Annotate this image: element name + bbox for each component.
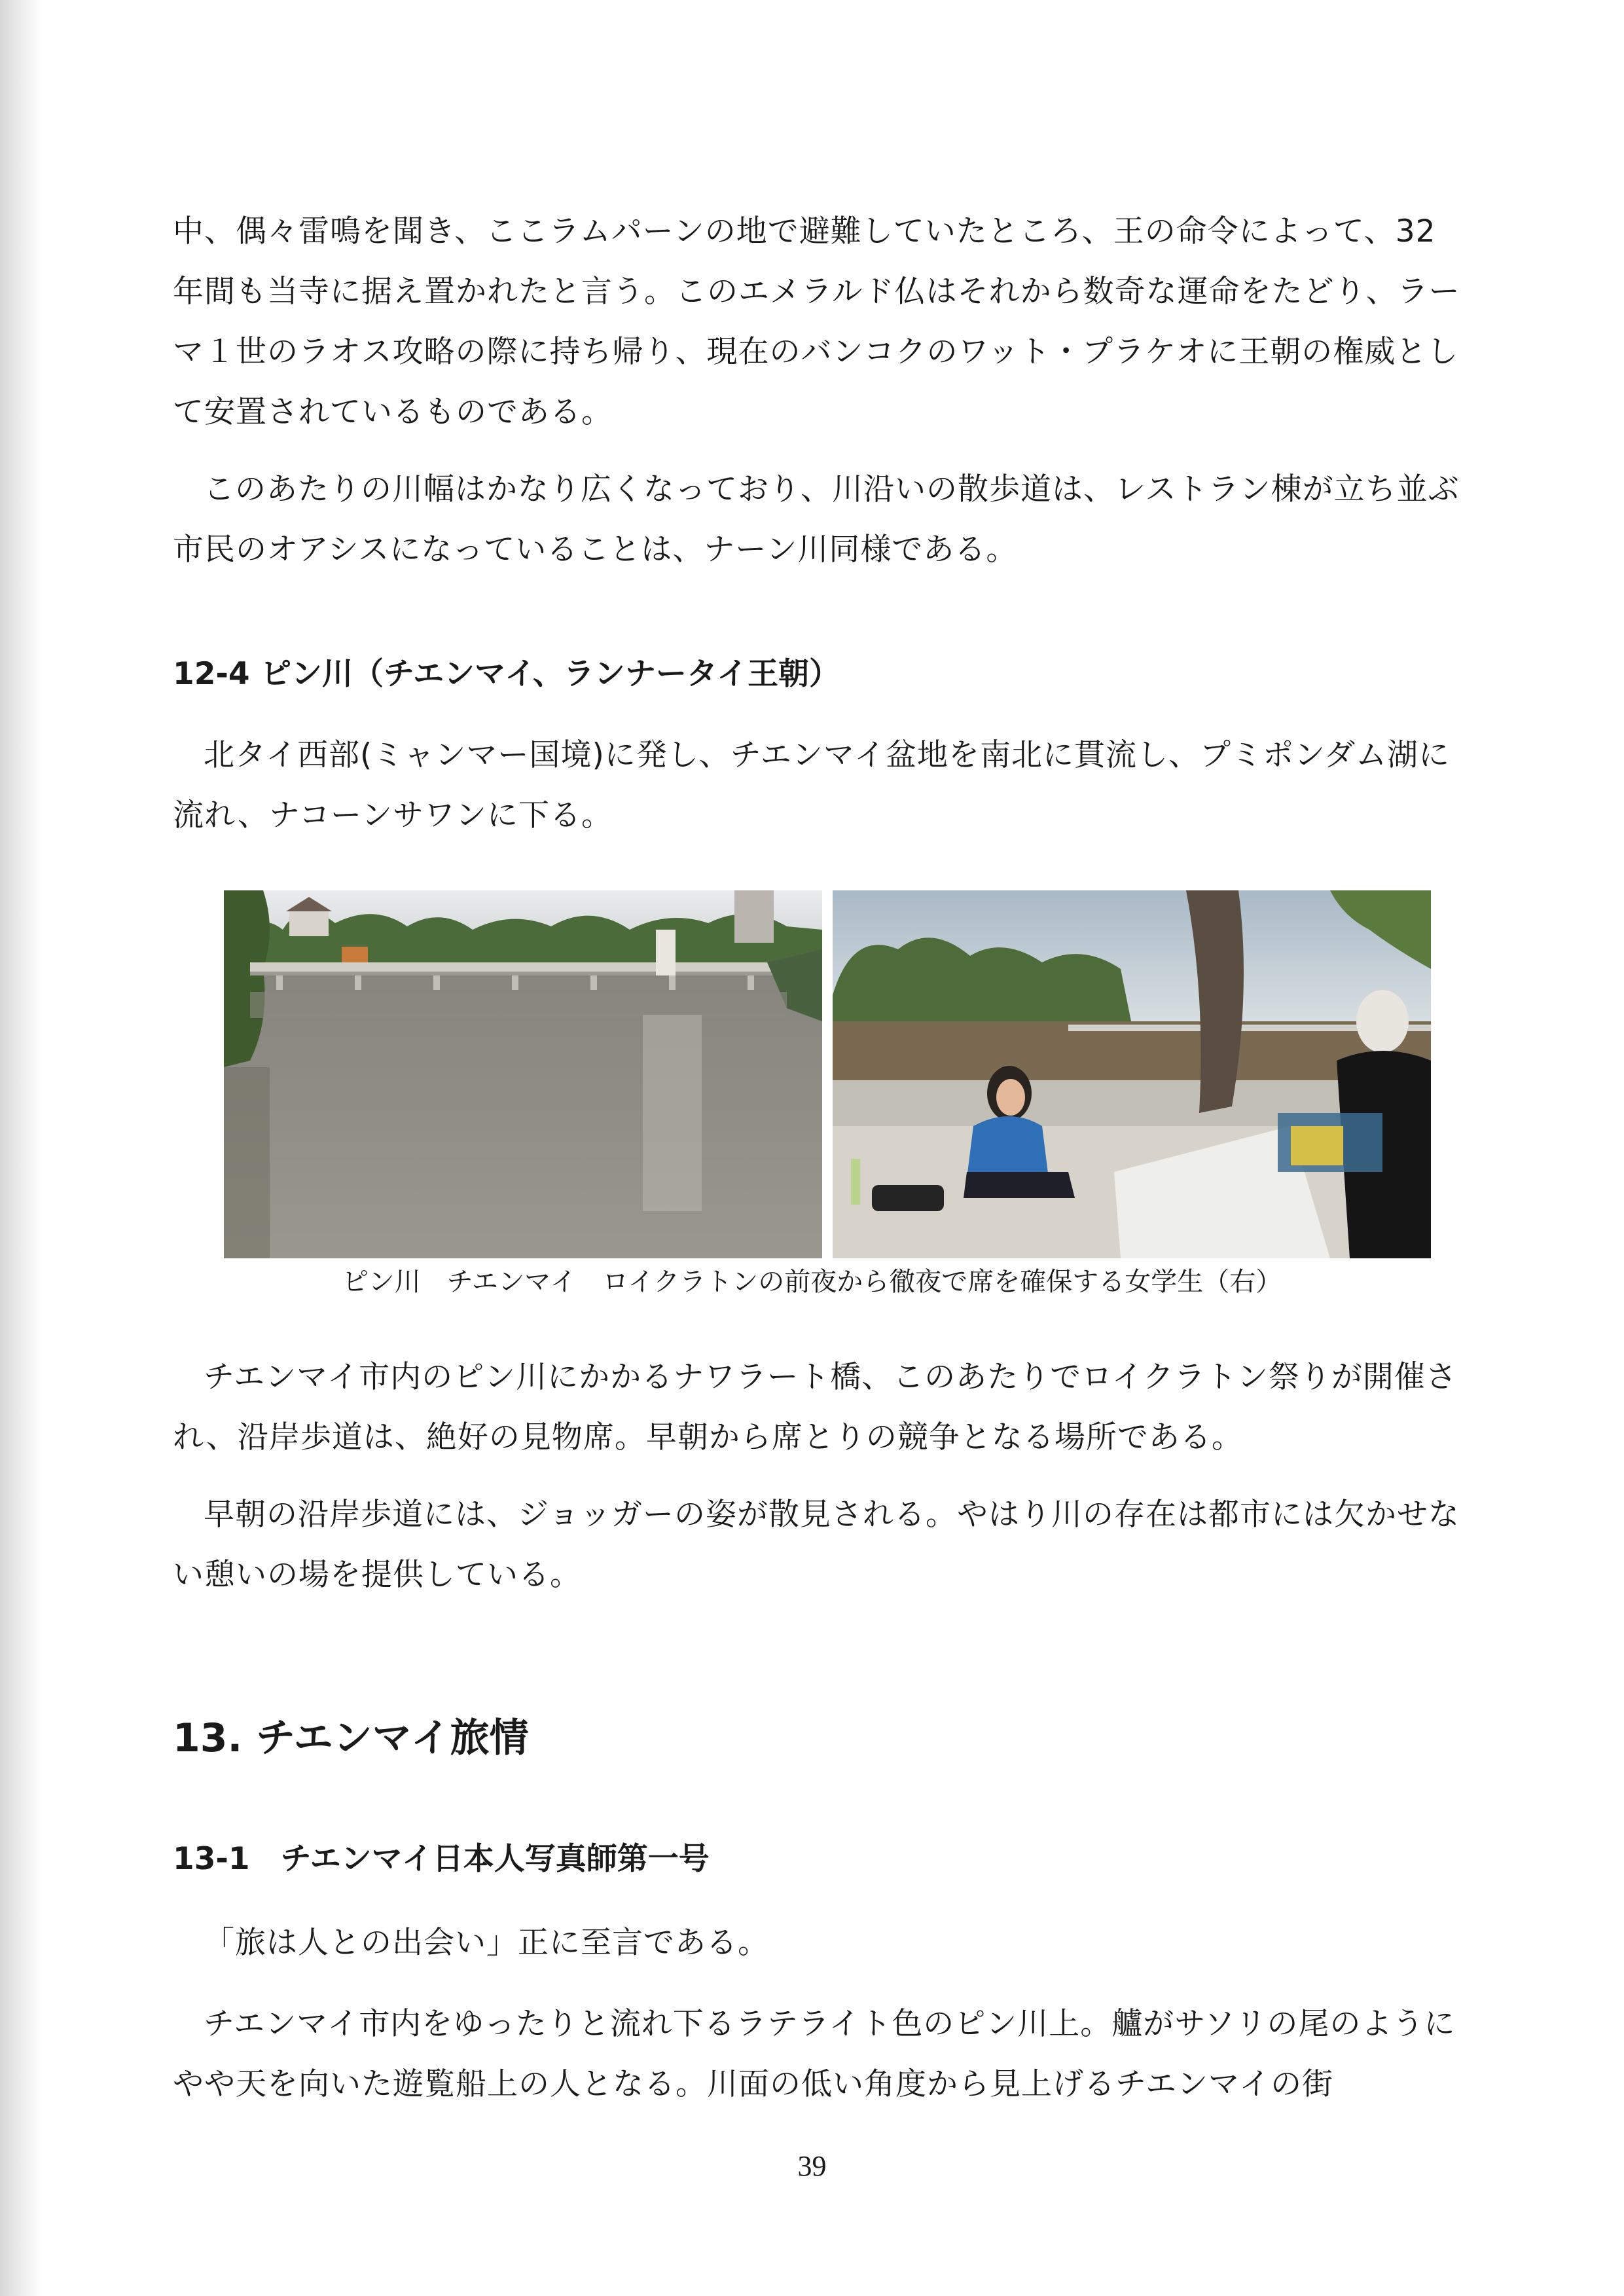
paragraph-riverside-walk: このあたりの川幅はかなり広くなっており、川沿いの散歩道は、レストラン棟が立ち並ぶ市民のオアシスになっていることは、ナーン川同様である。	[173, 471, 1460, 568]
page-edge-shadow	[0, 0, 42, 2296]
figure-caption: ピン川 チエンマイ ロイクラトンの前夜から徹夜で席を確保する女学生（右）	[342, 1267, 1282, 1297]
paragraph-ping-river-course: 北タイ西部(ミャンマー国境)に発し、チエンマイ盆地を南北に貫流し、プミポンダム湖に流れ、ナコーンサワンに下る。	[173, 737, 1451, 833]
section-heading-12-4: 12-4 ピン川（チエンマイ、ランナータイ王朝）	[173, 656, 840, 692]
paragraph-emerald-buddha: 中、偶々雷鳴を聞き、ここラムパーンの地で避難していたところ、王の命令によって、32 年間も当寺に据え置かれたと言う。このエメラルド仏はそれから数奇な運命をたどり、ラーマ１世のラオス攻略の際に持ち帰り、現在のバンコクのワット・プラケオに王朝の権威として安置されているものである。	[173, 213, 1460, 430]
page-number: 39	[797, 2150, 827, 2182]
section-heading-13-1: 13-1 チエンマイ日本人写真師第一号	[173, 1841, 710, 1877]
paragraph-nawarat-bridge: チエンマイ市内のピン川にかかるナワラート橋、このあたりでロイクラトン祭りが開催され、沿岸歩道は、絶好の見物席。早朝から席とりの競争となる場所である。	[173, 1359, 1457, 1455]
photo-ping-river-bridge	[224, 890, 822, 1258]
paragraph-joggers: 早朝の沿岸歩道には、ジョッガーの姿が散見される。やはり川の存在は都市には欠かせない憩いの場を提供している。	[173, 1497, 1460, 1593]
photo-student-riverside	[833, 890, 1431, 1258]
paragraph-boat-ride: チエンマイ市内をゆったりと流れ下るラテライト色のピン川上。艫がサソリの尾のようにやや天を向いた遊覧船上の人となる。川面の低い角度から見上げるチエンマイの街	[173, 2006, 1456, 2102]
chapter-heading-13: 13. チエンマイ旅情	[173, 1715, 529, 1761]
paragraph-travel-quote: 「旅は人との出会い」正に至言である。	[204, 1925, 769, 1961]
